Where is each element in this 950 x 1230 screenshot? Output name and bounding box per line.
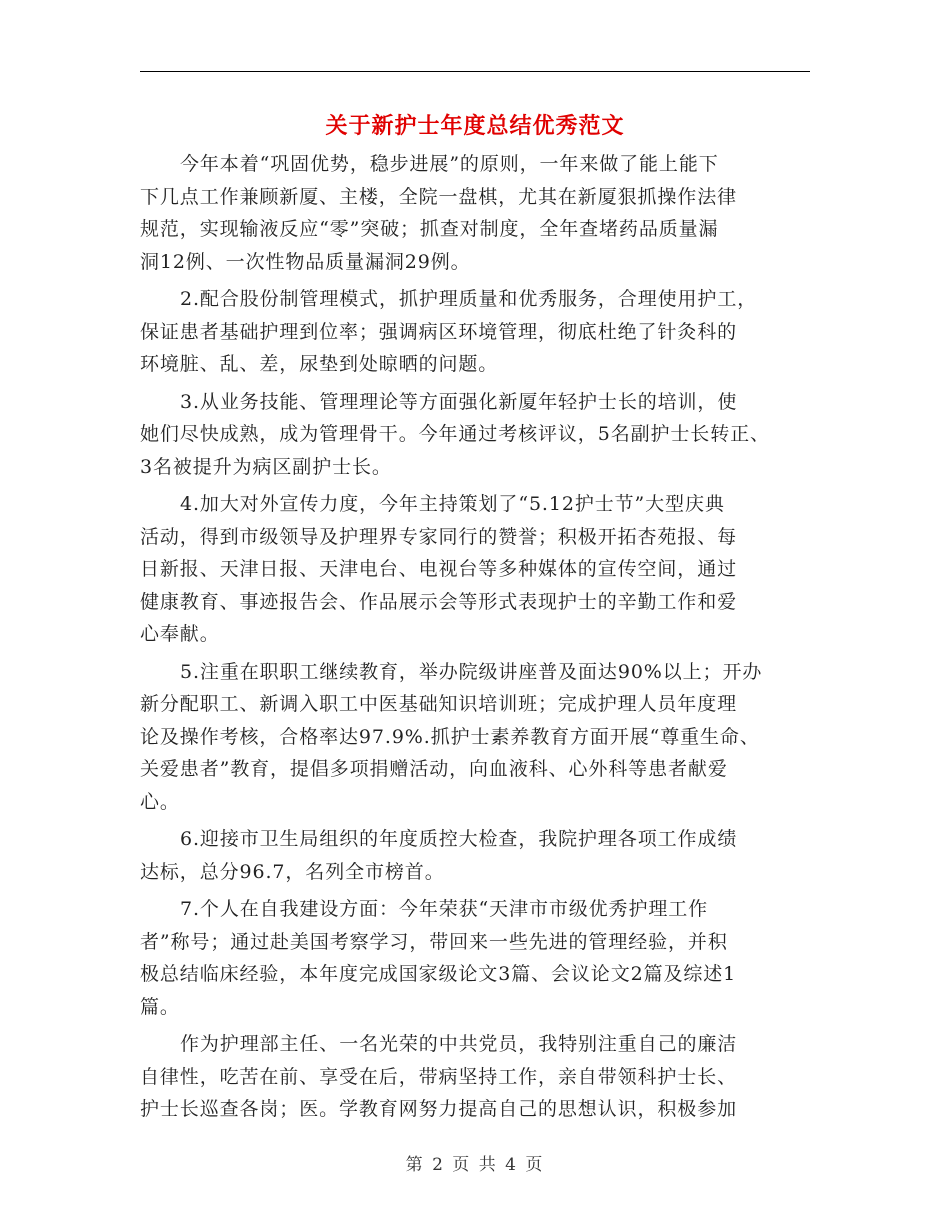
paragraph-item-2 bbox=[140, 283, 810, 381]
text-line: 作为护理部主任、一名光荣的中共党员，我特别注重自己的廉洁 bbox=[180, 1033, 738, 1055]
text-line: 7.个人在自我建设方面：今年荣获“天津市市级优秀护理工作 bbox=[180, 898, 709, 920]
paragraph-closing bbox=[140, 1028, 810, 1126]
text-line: 关爱患者”教育，提倡多项捐赠活动，向血液科、心外科等患者献爱 bbox=[140, 758, 728, 780]
text-line: 心奉献。 bbox=[140, 623, 220, 645]
header-rule bbox=[140, 71, 810, 72]
page-number-footer: 第 2 页 共 4 页 bbox=[405, 1155, 545, 1175]
text-line: 护士长巡查各岗；医。学教育网努力提高自己的思想认识，积极参加 bbox=[140, 1098, 738, 1120]
paragraph-item-4 bbox=[140, 488, 810, 651]
text-line: 者”称号；通过赴美国考察学习，带回来一些先进的管理经验，并积 bbox=[140, 930, 728, 953]
paragraph-intro bbox=[140, 148, 810, 278]
text-line: 她们尽快成熟，成为管理骨干。今年通过考核评议，5名副护士长转正、 bbox=[140, 423, 770, 445]
text-line: 健康教育、事迹报告会、作品展示会等形式表现护士的辛勤工作和爱 bbox=[140, 590, 738, 613]
text-line: 论及操作考核，合格率达97.9%.抓护士素养教育方面开展“尊重生命、 bbox=[140, 725, 760, 748]
document-title: 关于新护士年度总结优秀范文 bbox=[325, 113, 625, 139]
document-body bbox=[140, 148, 810, 1131]
paragraph-item-6 bbox=[140, 823, 810, 888]
text-line: 极总结临床经验，本年度完成国家级论文3篇、会议论文2篇及综述1 bbox=[140, 963, 737, 985]
text-line: 5.注重在职职工继续教育，举办院级讲座普及面达90%以上；开办 bbox=[180, 660, 763, 683]
text-line: 规范，实现输液反应“零”突破；抓查对制度，全年查堵药品质量漏 bbox=[140, 218, 719, 240]
text-line: 洞12例、一次性物品质量漏洞29例。 bbox=[140, 250, 471, 273]
text-line: 心。 bbox=[140, 790, 180, 813]
paragraph-item-5 bbox=[140, 656, 810, 819]
text-line: 2.配合股份制管理模式，抓护理质量和优秀服务，合理使用护工， bbox=[180, 288, 758, 310]
text-line: 6.迎接市卫生局组织的年度质控大检查，我院护理各项工作成绩 bbox=[180, 828, 738, 850]
paragraph-item-7 bbox=[140, 893, 810, 1023]
paragraph-item-3 bbox=[140, 386, 810, 484]
text-line: 新分配职工、新调入职工中医基础知识培训班；完成护理人员年度理 bbox=[140, 693, 738, 715]
text-line: 达标，总分96.7，名列全市榜首。 bbox=[140, 860, 445, 883]
text-line: 下几点工作兼顾新厦、主楼，全院一盘棋，尤其在新厦狠抓操作法律 bbox=[140, 185, 738, 208]
text-line: 环境脏、乱、差，尿垫到处晾晒的问题。 bbox=[140, 353, 499, 375]
text-line: 今年本着“巩固优势，稳步进展”的原则，一年来做了能上能下 bbox=[180, 153, 719, 175]
text-line: 日新报、天津日报、天津电台、电视台等多种媒体的宣传空间，通过 bbox=[140, 558, 738, 580]
text-line: 3名被提升为病区副护士长。 bbox=[140, 455, 392, 478]
text-line: 篇。 bbox=[140, 995, 180, 1018]
text-line: 4.加大对外宣传力度，今年主持策划了“5.12护士节”大型庆典 bbox=[180, 493, 725, 515]
text-line: 3.从业务技能、管理理论等方面强化新厦年轻护士长的培训，使 bbox=[180, 390, 738, 413]
text-line: 保证患者基础护理到位率；强调病区环境管理，彻底杜绝了针灸科的 bbox=[140, 320, 738, 343]
text-line: 自律性，吃苦在前、享受在后，带病坚持工作，亲自带领科护士长、 bbox=[140, 1065, 738, 1088]
text-line: 活动，得到市级领导及护理界专家同行的赞誉；积极开拓杏苑报、每 bbox=[140, 525, 738, 548]
